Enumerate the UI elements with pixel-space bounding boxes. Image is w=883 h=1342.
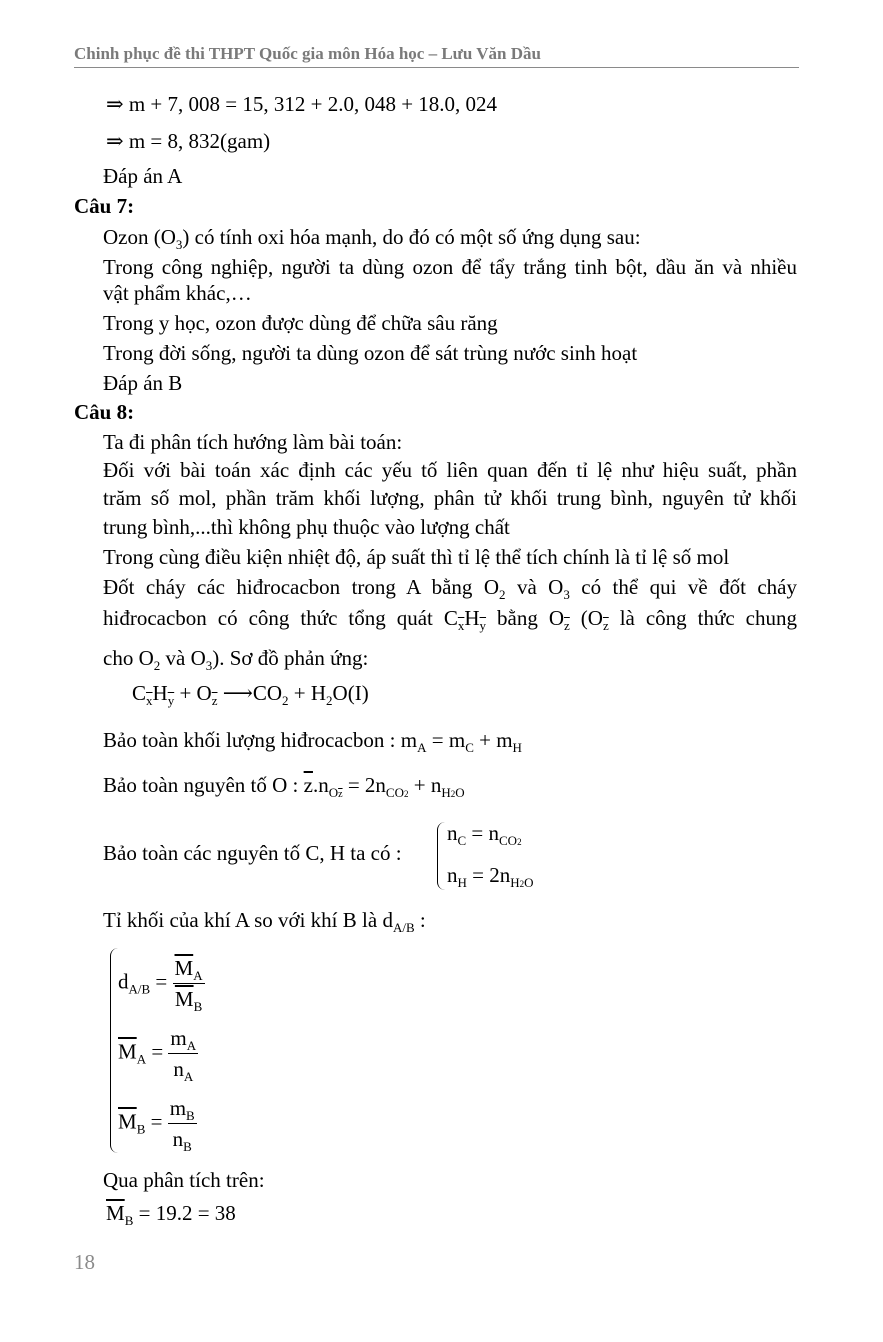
ratio-label xyxy=(103,907,426,933)
paragraph-line: Trong y học, ozon được dùng để chữa sâu răng xyxy=(103,311,498,335)
text: $\overline{z}$ xyxy=(338,789,343,800)
text: O xyxy=(548,606,565,630)
text: + xyxy=(408,773,431,797)
text: O xyxy=(328,785,339,800)
text: Ozon (O xyxy=(103,225,176,249)
text: bằng xyxy=(486,606,549,630)
text: d xyxy=(382,908,393,932)
subscript: 2 xyxy=(282,693,289,708)
equation-line xyxy=(106,1200,236,1226)
text: + xyxy=(288,681,311,705)
text: H xyxy=(510,875,520,890)
subscript: C xyxy=(465,740,474,755)
text: H xyxy=(152,681,168,705)
answer-line: Đáp án B xyxy=(103,371,183,395)
subscript: z xyxy=(211,693,218,708)
text: n xyxy=(447,821,458,845)
text: 2 xyxy=(517,837,522,847)
paragraph-line: trăm số mol, phần trăm khối lượng, phân tử khối trung bình, nguyên tử khối xyxy=(103,486,797,510)
subscript xyxy=(499,833,522,848)
text: Đốt cháy các hiđrocacbon trong A bằng O xyxy=(103,575,500,599)
text: m xyxy=(170,1026,187,1050)
text: C xyxy=(132,681,147,705)
subscript: 3 xyxy=(175,237,183,252)
subscript: 2 xyxy=(153,658,161,673)
subscript: A/B xyxy=(392,920,415,935)
text: = xyxy=(466,863,490,887)
arrow-icon: ⟶ xyxy=(217,681,253,705)
text: n xyxy=(447,863,458,887)
subscript: A xyxy=(186,1038,197,1053)
text: Tỉ khối của khí A so với khí B là xyxy=(103,908,383,932)
text: + xyxy=(174,681,197,705)
paragraph-line: trung bình,...thì không phụ thuộc vào lượng chất xyxy=(103,515,510,539)
answer-line: Đáp án A xyxy=(103,164,183,188)
text: O xyxy=(524,875,534,890)
equation-line: ⇒ m + 7, 008 = 15, 312 + 2.0, 048 + 18.0, 024 xyxy=(106,92,498,116)
text: d xyxy=(118,969,129,994)
fraction xyxy=(168,1093,197,1154)
text: .n xyxy=(312,773,329,797)
subscript: B xyxy=(124,1213,134,1228)
subscript xyxy=(510,875,533,890)
subscript: B xyxy=(136,1121,146,1137)
paragraph-line xyxy=(103,605,797,631)
subscript: 2 xyxy=(326,693,333,708)
text: n xyxy=(173,1057,184,1081)
text: $\overline{M}$ xyxy=(106,1201,125,1225)
text: n xyxy=(488,821,500,845)
subscript: x xyxy=(457,618,465,633)
text: + xyxy=(473,728,497,752)
text: là công thức chung xyxy=(608,606,797,630)
subscript: C xyxy=(457,833,467,848)
system-line xyxy=(118,1023,198,1084)
paragraph-line: Đối với bài toán xác định các yếu tố liên quan đến tỉ lệ như hiệu suất, phần xyxy=(103,458,797,482)
paragraph-line: vật phẩm khác,… xyxy=(103,281,252,305)
brace xyxy=(437,822,446,890)
paragraph-line xyxy=(103,574,797,600)
text: O(I) xyxy=(332,681,369,705)
text: H xyxy=(441,785,451,800)
text: $\overline{M}$ xyxy=(118,1039,137,1064)
formula-cxhy xyxy=(443,606,487,633)
subscript: A xyxy=(417,740,427,755)
text: = xyxy=(146,1039,169,1064)
header-rule xyxy=(74,67,799,68)
text: ) có tính oxi hóa mạnh, do đó có một số ứng dụng sau: xyxy=(182,225,641,249)
text: có thể qui về đốt cháy xyxy=(569,575,797,599)
text: Bảo toàn nguyên tố O : xyxy=(103,773,304,797)
paragraph-line: Ta đi phân tích hướng làm bài toán: xyxy=(103,430,403,454)
subscript: B xyxy=(183,1139,192,1154)
text: và O xyxy=(160,646,206,670)
subscript: 3 xyxy=(563,587,570,602)
text: CO xyxy=(499,833,518,848)
text: CO xyxy=(385,785,404,800)
subscript xyxy=(386,785,409,800)
text: = xyxy=(145,1109,168,1134)
fraction xyxy=(168,1023,198,1084)
text: O xyxy=(587,606,603,630)
subscript: A xyxy=(136,1051,147,1067)
text: = xyxy=(150,969,173,994)
paragraph-line xyxy=(103,224,641,250)
subscript: 3 xyxy=(205,658,213,673)
text: ( xyxy=(569,606,588,630)
subscript: 2 xyxy=(499,587,506,602)
text: n xyxy=(430,773,442,797)
subscript: B xyxy=(193,999,203,1014)
subscript: z xyxy=(602,618,609,633)
text: : xyxy=(414,908,426,932)
system-line xyxy=(447,820,522,846)
subscript xyxy=(441,785,464,800)
text: 2 xyxy=(403,789,409,799)
question-heading: Câu 8: xyxy=(74,400,135,424)
subscript: H xyxy=(512,740,522,755)
text: = 19.2 = 38 xyxy=(133,1201,236,1225)
subscript xyxy=(329,785,343,800)
ch-conservation-label: Bảo toàn các nguyên tố C, H ta có : xyxy=(103,841,402,865)
question-heading: Câu 7: xyxy=(74,194,135,218)
page-number: 18 xyxy=(74,1250,95,1274)
paragraph-line: Trong đời sống, người ta dùng ozon để sát trùng nước sinh hoạt xyxy=(103,341,638,365)
text: = xyxy=(426,728,449,752)
text: C xyxy=(443,606,458,630)
text: 2 xyxy=(519,879,525,889)
text: ). Sơ đồ phản ứng: xyxy=(212,646,369,670)
subscript: H xyxy=(457,875,467,890)
text: $\overline{M}$ xyxy=(174,956,194,980)
text: CO xyxy=(252,681,283,705)
paragraph-line: Qua phân tích trên: xyxy=(103,1168,265,1192)
text: m xyxy=(448,728,466,752)
text: H xyxy=(310,681,327,705)
reaction-equation xyxy=(132,680,369,706)
subscript: x xyxy=(146,693,153,708)
text: H xyxy=(464,606,480,630)
text: m xyxy=(400,728,418,752)
text: n xyxy=(172,1127,184,1151)
mass-conservation-line xyxy=(103,727,522,753)
text: cho O xyxy=(103,646,154,670)
text: 2n xyxy=(489,863,511,887)
text: O xyxy=(196,681,212,705)
text: 2 xyxy=(450,789,456,799)
text: m xyxy=(496,728,513,752)
system-line xyxy=(118,953,205,1014)
text: và O xyxy=(505,575,564,599)
subscript: y xyxy=(479,618,487,633)
subscript: A/B xyxy=(128,981,151,997)
fraction xyxy=(173,953,205,1014)
running-header: Chinh phục đề thi THPT Quốc gia môn Hóa học – Lưu Văn Dầu xyxy=(74,44,541,63)
equation-line: ⇒ m = 8, 832(gam) xyxy=(106,129,271,153)
text: $\overline{M}$ xyxy=(118,1109,137,1134)
text: = xyxy=(342,773,365,797)
text: O xyxy=(455,785,465,800)
system-line xyxy=(118,1093,197,1154)
text: $\overline{M}$ xyxy=(174,987,194,1011)
text: $\overline{z}$ xyxy=(303,773,313,797)
paragraph-line xyxy=(103,645,368,671)
subscript: z xyxy=(564,618,570,633)
text: 2n xyxy=(364,773,386,797)
subscript: B xyxy=(186,1108,195,1123)
system-line xyxy=(447,862,534,888)
text: = xyxy=(466,821,489,845)
subscript: A xyxy=(193,968,203,983)
oxygen-conservation-line xyxy=(103,772,465,798)
paragraph-line: Trong công nghiệp, người ta dùng ozon để tẩy trắng tinh bột, dầu ăn và nhiều xyxy=(103,255,797,279)
subscript: y xyxy=(167,693,175,708)
text: Bảo toàn khối lượng hiđrocacbon : xyxy=(103,728,401,752)
text: hiđrocacbon có công thức tổng quát xyxy=(103,606,444,630)
text: m xyxy=(169,1096,187,1120)
paragraph-line: Trong cùng điều kiện nhiệt độ, áp suất thì tỉ lệ thể tích chính là tỉ lệ số mol xyxy=(103,545,730,569)
subscript: A xyxy=(183,1069,194,1084)
